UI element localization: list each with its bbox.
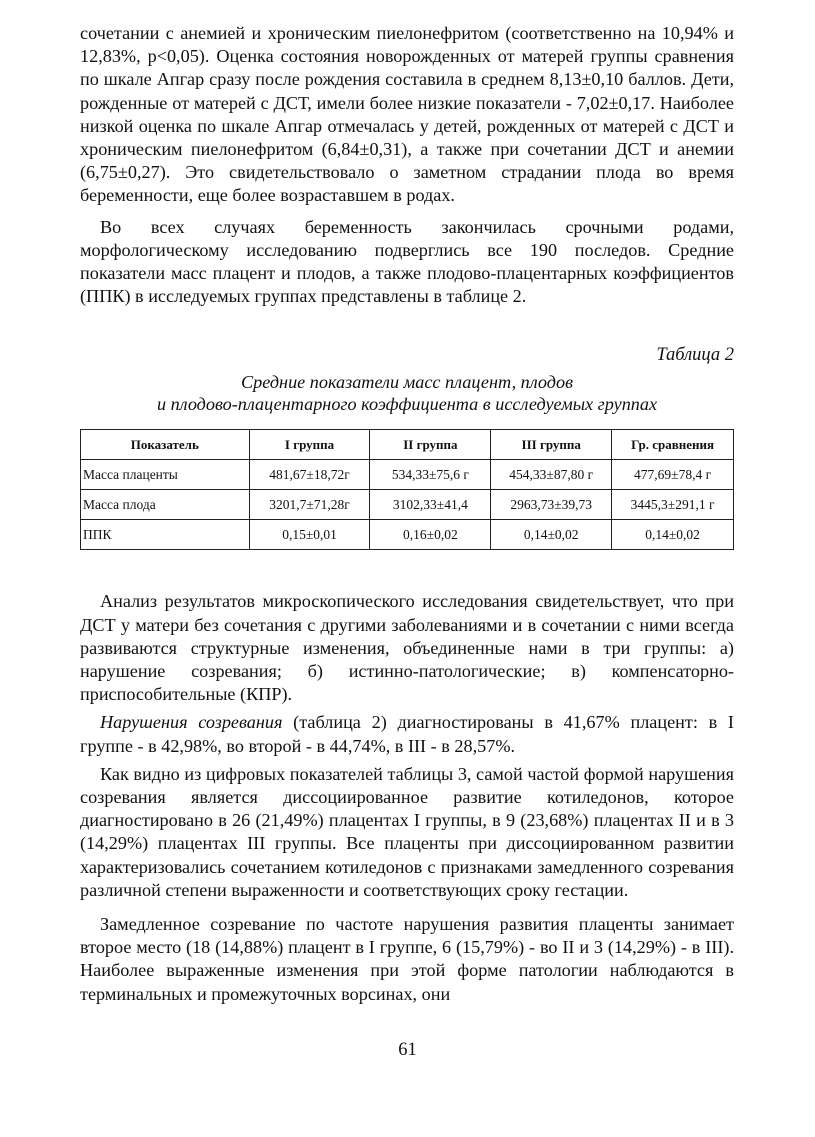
table-label: Таблица 2 [656, 345, 734, 366]
table-row [81, 490, 734, 520]
paragraph-placentas: Во всех случаях беременность закончилась срочными родами, морфологическому исследованию подверглись все 190 последов. Средние показатели масс плацент и плодов, а также плодово-плацентарных коэффициентов (ППК) в исследуемых группах представлены в таблице 2. [80, 216, 734, 307]
table-cell: 534,33±75,6 г [370, 460, 491, 490]
paragraph-dissociated-development: Как видно из цифровых показателей таблицы 3, самой частой формой нарушения созревания является диссоциированное развитие котиледонов, которое диагностировано в 26 (21,49%) плацентах I группы, в 9 (23,68%) плацентах II и в 3 (14,29%) плацентах III группы. Все плаценты при диссоциированном развитии характеризовались сочетанием котиледонов с признаками замедленного созревания различной степени выраженности и соответствующих сроку гестации. [80, 763, 734, 900]
table-cell: 481,67±18,72г [249, 460, 370, 490]
table-caption-line-1: Средние показатели масс плацент, плодов [241, 372, 573, 393]
table-row-label: Масса плаценты [81, 460, 250, 490]
table-row [81, 520, 734, 550]
paragraph-maturation-disorders [80, 711, 734, 757]
page-number: 61 [398, 1040, 417, 1060]
table-caption-line-2: и плодово-плацентарного коэффициента в исследуемых группах [156, 394, 658, 415]
table-row-label: Масса плода [81, 490, 250, 520]
table-header-row [81, 430, 734, 460]
table-row [81, 460, 734, 490]
table-header-cell: II группа [370, 430, 491, 460]
page-content [80, 22, 734, 1006]
table-header-cell: Гр. сравнения [612, 430, 734, 460]
table-row-label: ППК [81, 520, 250, 550]
table-cell: 454,33±87,80 г [491, 460, 612, 490]
data-table [80, 429, 734, 550]
table-cell: 0,14±0,02 [491, 520, 612, 550]
table-cell: 3201,7±71,28г [249, 490, 370, 520]
paragraph-analysis: Анализ результатов микроскопического исследования свидетельствует, что при ДСТ у матери без сочетания с другими заболеваниями и в сочетании с ними всегда развиваются структурные изменения, объединенные нами в три группы: а) нарушение созревания; б) истинно-патологические; в) компенсаторно-приспособительные (КПР). [80, 591, 734, 705]
paragraph-delayed-maturation: Замедленное созревание по частоте нарушения развития плаценты занимает второе место (18 (14,88%) плацент в I группе, 6 (15,79%) - во II и 3 (14,29%) - в III). Наиболее выраженные изменения при этой форме патологии наблюдаются в терминальных и промежуточных ворсинах, они [80, 914, 734, 1004]
term-maturation-disorders: Нарушения созревания [100, 712, 283, 733]
paragraph-maturation-disorders-text: (таблица 2) диагностированы в 41,67% плацент: в I группе - в 42,98%, во второй - в 44,74%, в III - в 28,57%. [80, 712, 734, 756]
table-cell: 0,16±0,02 [370, 520, 491, 550]
paragraph-continuation: сочетании с анемией и хроническим пиелонефритом (соответственно на 10,94% и 12,83%, p<0,05). Оценка состояния новорожденных от матерей группы сравнения по шкале Апгар сразу после рождения составила в среднем 8,13±0,10 баллов. Дети, рожденные от матерей с ДСТ, имели более низкие показатели - 7,02±0,17. Наиболее низкой оценка по шкале Апгар отмечалась у детей, рожденных от матерей с ДСТ и хроническим пиелонефритом (6,84±0,31), а также при сочетании ДСТ и анемии (6,75±0,27). Это свидетельствовало о заметном страдании плода во время беременности, еще более возраставшем в родах. [80, 23, 734, 206]
table-header-cell: Показатель [81, 430, 250, 460]
table-cell: 2963,73±39,73 [491, 490, 612, 520]
table-cell: 3445,3±291,1 г [612, 490, 734, 520]
table-cell: 0,15±0,01 [249, 520, 370, 550]
table-cell: 477,69±78,4 г [612, 460, 734, 490]
table-cell: 0,14±0,02 [612, 520, 734, 550]
table-cell: 3102,33±41,4 [370, 490, 491, 520]
table-header-cell: I группа [249, 430, 370, 460]
table-header-cell: III группа [491, 430, 612, 460]
